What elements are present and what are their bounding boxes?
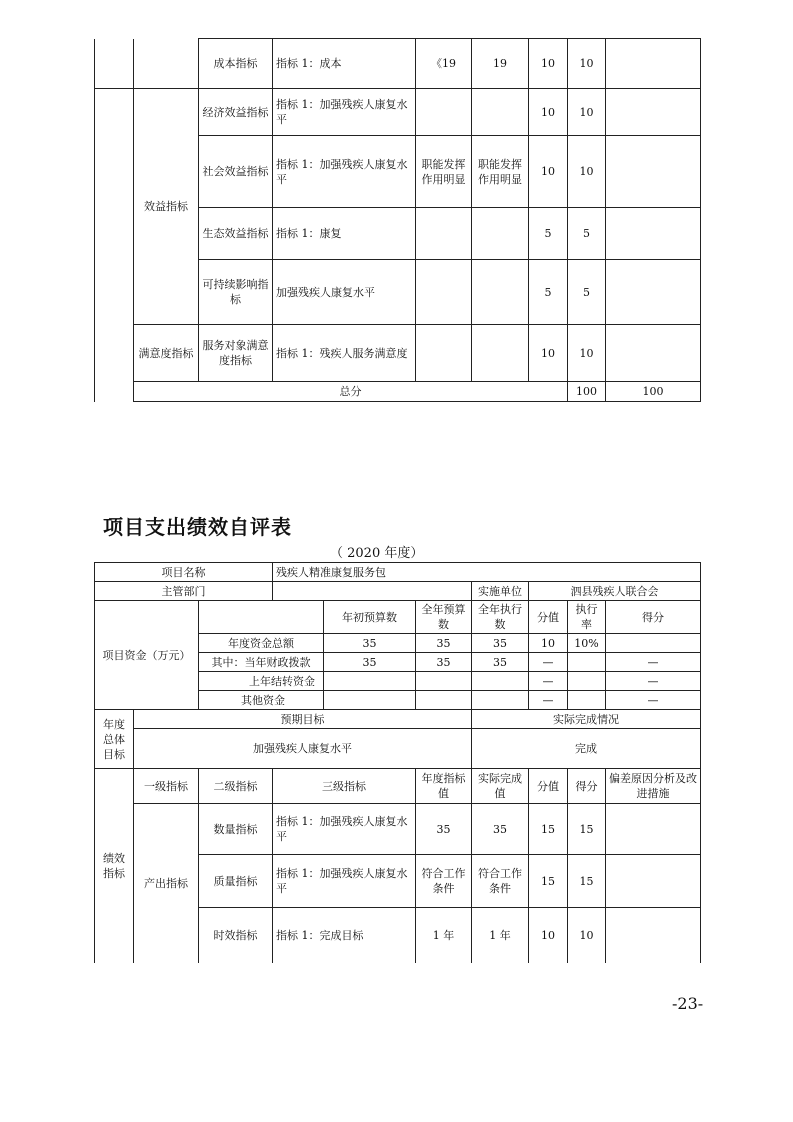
- total-weight: 100: [568, 382, 606, 402]
- actual-completion-label: 实际完成情况: [472, 710, 701, 729]
- annual-value-eco: [416, 208, 472, 260]
- page-number: -23-: [672, 994, 704, 1013]
- level2-time: 时效指标: [199, 908, 273, 963]
- annual-value-social: 职能发挥作用明显: [416, 136, 472, 208]
- level3-qual: 指标 1：加强残疾人康复水平: [273, 855, 416, 908]
- performance-table-continued: [94, 38, 701, 402]
- annual-value-satis: [416, 325, 472, 382]
- funds-row-other-budget: [416, 691, 472, 710]
- annual-goal-label: 年度总体目标: [95, 710, 134, 769]
- actual-value-econ: [472, 89, 529, 136]
- perf-hdr-level1: 一级指标: [134, 769, 199, 804]
- funds-row-other-rate: [568, 691, 606, 710]
- reason-eco: [606, 208, 701, 260]
- hdr-weight: 分值: [529, 601, 568, 634]
- perf-hdr-level3: 三级指标: [273, 769, 416, 804]
- reason-sustain: [606, 260, 701, 325]
- total-score: 100: [606, 382, 701, 402]
- weight-cost: 10: [529, 39, 568, 89]
- funds-row-carryover-budget: [416, 672, 472, 691]
- project-name-value: 残疾人精准康复服务包: [273, 563, 701, 582]
- perf-hdr-score: 得分: [568, 769, 606, 804]
- score-econ: 10: [568, 89, 606, 136]
- funds-row-carryover-weight: —: [529, 672, 568, 691]
- score-eco: 5: [568, 208, 606, 260]
- annual-value-time: 1 年: [416, 908, 472, 963]
- reason-time: [606, 908, 701, 963]
- weight-time: 10: [529, 908, 568, 963]
- funds-row-total-weight: 10: [529, 634, 568, 653]
- hdr-full-budget: 全年预算数: [416, 601, 472, 634]
- funds-row-fiscal-rate: [568, 653, 606, 672]
- level2-qty: 数量指标: [199, 804, 273, 855]
- weight-eco: 5: [529, 208, 568, 260]
- reason-cost: [606, 39, 701, 89]
- reason-social: [606, 136, 701, 208]
- score-qual: 15: [568, 855, 606, 908]
- funds-row-total-budget: 35: [416, 634, 472, 653]
- funds-row-other-initial: [324, 691, 416, 710]
- funds-row-other-weight: —: [529, 691, 568, 710]
- project-name-label: 项目名称: [95, 563, 273, 582]
- level3-econ: 指标 1：加强残疾人康复水平: [273, 89, 416, 136]
- actual-value-eco: [472, 208, 529, 260]
- perf-hdr-weight: 分值: [529, 769, 568, 804]
- score-cost: 10: [568, 39, 606, 89]
- funds-header-blank: [199, 601, 324, 634]
- actual-value-cost: 19: [472, 39, 529, 89]
- annual-value-cost: 《19: [416, 39, 472, 89]
- weight-satis: 10: [529, 325, 568, 382]
- hdr-score: 得分: [606, 601, 701, 634]
- output-indicator-label: 产出指标: [134, 804, 199, 963]
- funds-row-fiscal-label: 其中：当年财政拨款: [199, 653, 324, 672]
- funds-row-carryover-score: —: [606, 672, 701, 691]
- funds-row-fiscal-exec: 35: [472, 653, 529, 672]
- funds-row-other-label: 其他资金: [199, 691, 324, 710]
- level2-social: 社会效益指标: [199, 136, 273, 208]
- level3-social: 指标 1：加强残疾人康复水平: [273, 136, 416, 208]
- blank-cell: [95, 39, 134, 89]
- level3-qty: 指标 1：加强残疾人康复水平: [273, 804, 416, 855]
- hdr-full-exec: 全年执行数: [472, 601, 529, 634]
- funds-row-fiscal-budget: 35: [416, 653, 472, 672]
- project-funds-label: 项目资金（万元）: [95, 601, 199, 710]
- score-time: 10: [568, 908, 606, 963]
- perf-hdr-actual: 实际完成值: [472, 769, 529, 804]
- level2-cost: 成本指标: [199, 39, 273, 89]
- funds-row-total-score: [606, 634, 701, 653]
- weight-social: 10: [529, 136, 568, 208]
- score-qty: 15: [568, 804, 606, 855]
- dept-value: [273, 582, 472, 601]
- level3-time: 指标 1：完成目标: [273, 908, 416, 963]
- year-label: （ 2020 年度）: [330, 546, 424, 561]
- expected-goal-label: 预期目标: [134, 710, 472, 729]
- funds-row-fiscal-weight: —: [529, 653, 568, 672]
- funds-row-total-exec: 35: [472, 634, 529, 653]
- annual-value-sustain: [416, 260, 472, 325]
- expected-goal-value: 加强残疾人康复水平: [134, 729, 472, 769]
- level3-sustain: 加强残疾人康复水平: [273, 260, 416, 325]
- actual-value-qual: 符合工作条件: [472, 855, 529, 908]
- impl-unit-value: 泗县残疾人联合会: [529, 582, 701, 601]
- level3-eco: 指标 1：康复: [273, 208, 416, 260]
- perf-hdr-annual: 年度指标值: [416, 769, 472, 804]
- self-evaluation-table: [94, 562, 701, 963]
- perf-hdr-reason: 偏差原因分析及改进措施: [606, 769, 701, 804]
- reason-satis: [606, 325, 701, 382]
- funds-row-carryover-initial: [324, 672, 416, 691]
- annual-value-qty: 35: [416, 804, 472, 855]
- score-social: 10: [568, 136, 606, 208]
- actual-value-sustain: [472, 260, 529, 325]
- actual-value-satis: [472, 325, 529, 382]
- hdr-exec-rate: 执行率: [568, 601, 606, 634]
- actual-value-qty: 35: [472, 804, 529, 855]
- score-sustain: 5: [568, 260, 606, 325]
- blank-cell: [134, 39, 199, 89]
- weight-econ: 10: [529, 89, 568, 136]
- actual-value-time: 1 年: [472, 908, 529, 963]
- funds-row-total-rate: 10%: [568, 634, 606, 653]
- reason-econ: [606, 89, 701, 136]
- level2-qual: 质量指标: [199, 855, 273, 908]
- level2-sustain: 可持续影响指标: [199, 260, 273, 325]
- funds-row-total-label: 年度资金总额: [199, 634, 324, 653]
- actual-completion-value: 完成: [472, 729, 701, 769]
- actual-value-social: 职能发挥作用明显: [472, 136, 529, 208]
- benefit-indicator-label: 效益指标: [134, 89, 199, 325]
- funds-row-fiscal-initial: 35: [324, 653, 416, 672]
- blank-cell: [95, 89, 134, 402]
- total-label: 总分: [134, 382, 568, 402]
- weight-qual: 15: [529, 855, 568, 908]
- level3-cost: 指标 1：成本: [273, 39, 416, 89]
- level2-eco: 生态效益指标: [199, 208, 273, 260]
- perf-hdr-level2: 二级指标: [199, 769, 273, 804]
- level2-econ: 经济效益指标: [199, 89, 273, 136]
- perf-indicator-label: 绩效指标: [95, 769, 134, 963]
- funds-row-carryover-rate: [568, 672, 606, 691]
- funds-row-carryover-label: 上年结转资金: [199, 672, 324, 691]
- dept-label: 主管部门: [95, 582, 273, 601]
- funds-row-fiscal-score: —: [606, 653, 701, 672]
- hdr-initial-budget: 年初预算数: [324, 601, 416, 634]
- level2-satis: 服务对象满意度指标: [199, 325, 273, 382]
- satisfaction-indicator-label: 满意度指标: [134, 325, 199, 382]
- weight-sustain: 5: [529, 260, 568, 325]
- funds-row-other-exec: [472, 691, 529, 710]
- funds-row-total-initial: 35: [324, 634, 416, 653]
- weight-qty: 15: [529, 804, 568, 855]
- annual-value-econ: [416, 89, 472, 136]
- annual-value-qual: 符合工作条件: [416, 855, 472, 908]
- reason-qual: [606, 855, 701, 908]
- score-satis: 10: [568, 325, 606, 382]
- funds-row-other-score: —: [606, 691, 701, 710]
- page-title: 项目支出绩效自评表: [103, 515, 292, 539]
- level3-satis: 指标 1：残疾人服务满意度: [273, 325, 416, 382]
- funds-row-carryover-exec: [472, 672, 529, 691]
- impl-unit-label: 实施单位: [472, 582, 529, 601]
- reason-qty: [606, 804, 701, 855]
